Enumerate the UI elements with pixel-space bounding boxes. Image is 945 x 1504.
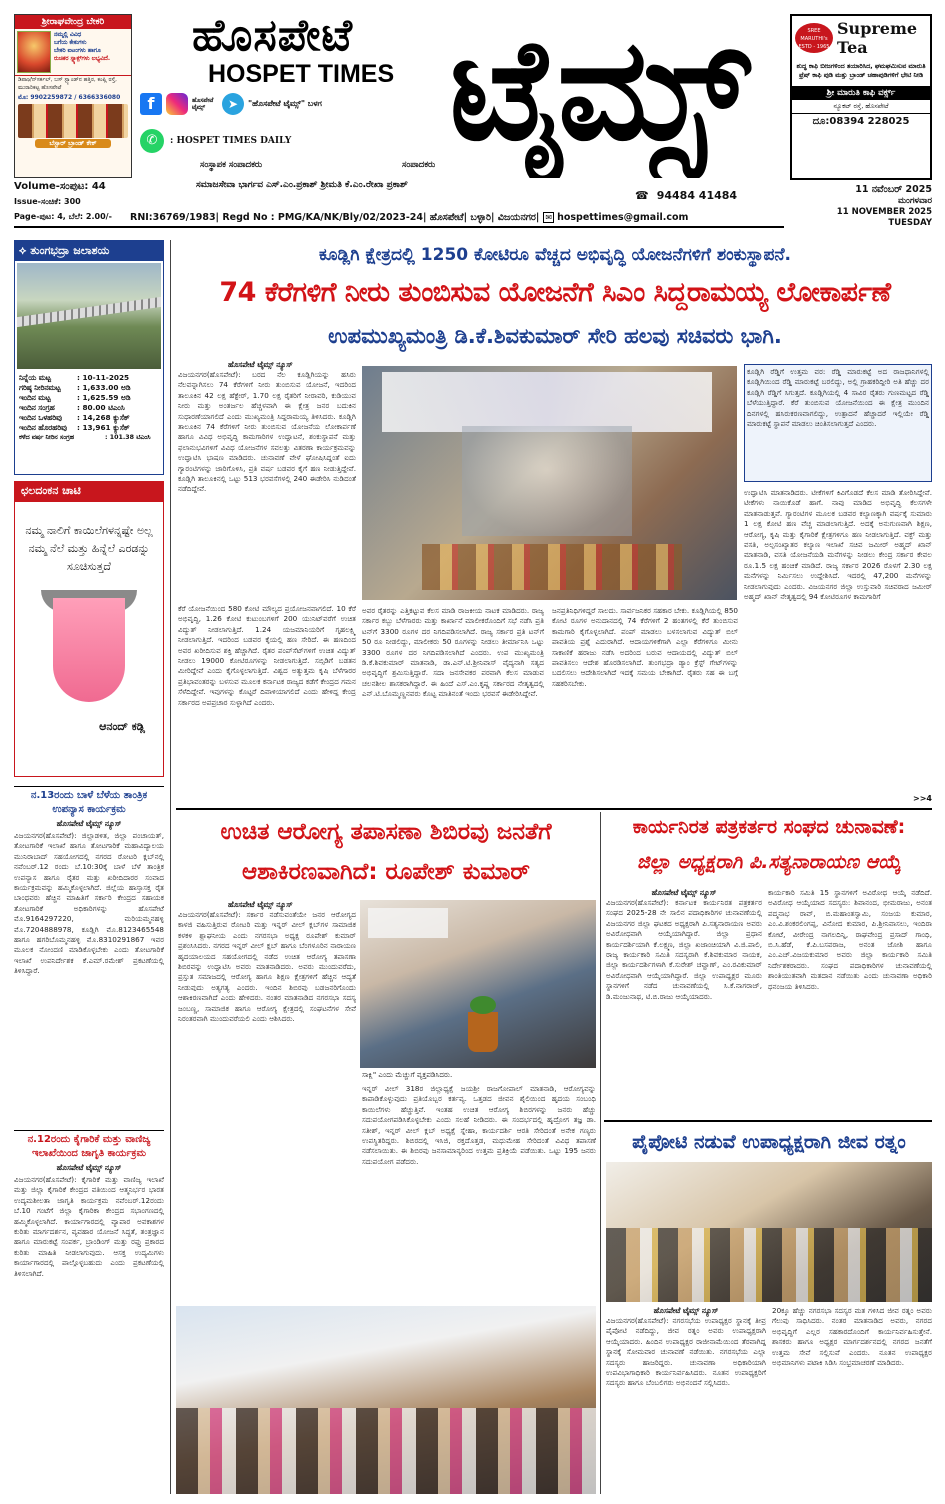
left-story-industry bbox=[14, 1130, 164, 1494]
union-headline-2: ಜಿಲ್ಲಾ ಅಧ್ಯಕ್ಷರಾಗಿ ಪಿ.ಸತ್ಯನಾರಾಯಣ ಆಯ್ಕೆ bbox=[636, 851, 902, 873]
masthead-big-title: ಟೈಮ್ಸ್ bbox=[449, 8, 746, 172]
lead-headline: 74 ಕೆರೆಗಳಿಗೆ ನೀರು ತುಂಬಿಸುವ ಯೋಜನೆಗೆ ಸಿಎಂ ಸಿದ್ದರಾಮಯ್ಯ ಲೋಕಾರ್ಪಣೆ bbox=[219, 277, 891, 308]
lead-column-4 bbox=[552, 606, 738, 806]
industry-body: ವಿಜಯನಗರ(ಹೊಸಪೇಟೆ): ಕೈಗಾರಿಕೆ ಮತ್ತು ವಾಣಿಜ್ಯ ಇಲಾಖೆ ಮತ್ತು ಜಿಲ್ಲಾ ಕೈಗಾರಿಕೆ ಕೇಂದ್ರದ ವತಿಯಿಂದ ಆತ್ಮನಿರ್ಭರ ಭಾರತ ಉದ್ಯಮಶೀಲತಾ ಜಾಗೃತಿ ಕಾರ್ಯಕ್ರಮ ನವೆಂಬರ್.12ರಂದು ಬೆ.10 ಗಂಟೆಗೆ ಜಿಲ್ಲಾ ಕೈಗಾರಿಕಾ ಕೇಂದ್ರದ ಸಭಾಂಗಣದಲ್ಲಿ ಹಮ್ಮಿಕೊಳ್ಳಲಾಗಿದೆ. ಕಾರ್ಯಾಗಾರದಲ್ಲಿ ವ್ಯಾಪಾರ ಅವಕಾಶಗಳ ಕುರಿತು ಮಾರ್ಗದರ್ಶನ, ವ್ಯವಹಾರ ಯೋಜನೆ ಸಿದ್ಧತೆ, ತಂತ್ರಜ್ಞಾನ ಹಾಗೂ ಮಾರುಕಟ್ಟೆ ಸಂಪರ್ಕ, ಬ್ರಾಂಡಿಂಗ್ ಮತ್ತು ರಫ್ತು ಪ್ರಕಾರದ ಕುರಿತು ಮಾಹಿತಿ ನೀಡಲಾಗುವುದು. ಆಸಕ್ತ ಉದ್ಯಮಿಗಳು ಕಾರ್ಯಾಗಾರದಲ್ಲಿ ಪಾಲ್ಗೊಳ್ಳಬಹುದು ಎಂದು ಪ್ರಕಟಣೆಯಲ್ಲಿ ತಿಳಿಸಲಾಗಿದೆ. bbox=[14, 1175, 164, 1278]
masthead-english-name: HOSPET TIMES bbox=[208, 60, 395, 88]
side-story-text: ಉದ್ಘಾಟಿಸಿ ಮಾತನಾಡಿದರು. ಟೀಕೆಗಳಿಗೆ ಕಿವಿಗೊಡದೆ ಕೆಲಸ ಮಾಡಿ ತೋರಿಸಿದ್ದೇವೆ. ಟೀಕೆಗಳು ನಾಯಿಕೊಡೆ ಹಾಗೆ. ನಾವು ಮಾಡಿದ ಅಭಿವೃದ್ಧಿ ಕೆಲಸಗಳೇ ಮಾತನಾಡುತ್ತವೆ. ಗ್ಯಾರಂಟಿಗಳ ಮೂಲಕ ಬಡವರ ಕಲ್ಯಾಣಕ್ಕಾಗಿ ವರ್ಷಕ್ಕೆ ಸುಮಾರು 1 ಲಕ್ಷ ಕೋಟಿ ಹಣ ವೆಚ್ಚ ಮಾಡಲಾಗುತ್ತಿದೆ. ಅದಕ್ಕೆ ಅನುಗುಣವಾಗಿ ಶಿಕ್ಷಣ, ಆರೋಗ್ಯ, ಕೃಷಿ ಮತ್ತು ಕೈಗಾರಿಕೆ ಕ್ಷೇತ್ರಗಳಿಗೂ ಹಣ ನೀಡಲಾಗುತ್ತಿದೆ. ವಕ್ಫ್ ಮತ್ತು ವಸತಿ, ಅಲ್ಪಸಂಖ್ಯಾತರ ಕಲ್ಯಾಣ ಇಲಾಖೆ ಸಚಿವ ಜಮೀರ್ ಅಹ್ಮದ್ ಖಾನ್ ಮಾತನಾಡಿ, ವಸತಿ ಯೋಜನೆಯಡಿ ಮನೆಗಳನ್ನು ನೀಡಲು ಕೇಂದ್ರ ಸರ್ಕಾರ ಕೇವಲ ರೂ.1.5 ಲಕ್ಷ ಹಂಚಿಕೆ ಮಾಡಿದೆ. ರಾಜ್ಯ ಸರ್ಕಾರ 2026 ರೊಳಗೆ 2.30 ಲಕ್ಷ ಮನೆಗಳನ್ನು ನಿರ್ಮಿಸಲು ಉದ್ದೇಶಿಸಿದೆ. ಇದರಲ್ಲಿ 47,200 ಮನೆಗಳನ್ನು ನೀಡಲಾಗುವುದು ಎಂದರು. ವಿಜಯನಗರ ಜಿಲ್ಲಾ ಉಸ್ತುವಾರಿ ಸಚಿವರಾದ ಜಮೀರ್ ಅಹ್ಮದ್ ಖಾನ್ ನೇತೃತ್ವದಲ್ಲಿ 94 ಕೋಟಿರೂಗಳ ಕಾಮಗಾರಿಗೆ bbox=[744, 488, 932, 602]
tea-title: Supreme Tea bbox=[837, 19, 918, 57]
dam-title: ⟡ ತುಂಗಭದ್ರಾ ಜಲಾಶಯ bbox=[15, 241, 163, 261]
date-block bbox=[790, 184, 932, 240]
vice-byline: ಹೊಸಪೇಟೆ ಟೈಮ್ಸ್ ನ್ಯೂಸ್ bbox=[653, 1306, 719, 1315]
reg-top-rule bbox=[14, 226, 784, 228]
left-column-rule bbox=[170, 240, 171, 1494]
side-story-boxed: ಕೂಡ್ಲಿಗಿ ರೆಡ್ಡಿಗೆ ಉತ್ತಮ ವರ: ರೆಡ್ಡಿ ಮಾರುಕಟ್ಟೆ ಅದ ರಾಜಧಾನಿಗಳಲ್ಲಿ ಕೂಡ್ಲಿಗಿಯಿಂದ ರೆಡ್ಡಿ ಮಾರುಕಟ್ಟೆ ಬರಲಿದ್ದು, ಅಲ್ಲಿ ಗ್ರಾಹಕರಿದ್ದೀರಿ ಅತಿ ಹೆಚ್ಚು ದರ ಕೂಡ್ಲಿಗಿ ರೆಡ್ಡಿಗೆ ಸಿಗುತ್ತದೆ. ಕೂಡ್ಲಿಗಿಯಲ್ಲಿ 4 ಸಾವಿರ ರೈತರು ಗುಣಮಟ್ಟದ ರೆಡ್ಡಿ ಬೆಳೆಯುತ್ತಿದ್ದಾರೆ. ಕೆರೆ ತುಂಬಿಸುವ ಯೋಜನೆಯಿಂದ ಈ ಕ್ಷೇತ್ರ ಮುಂದಿನ ದಿನಗಳಲ್ಲಿ ಹಸಿರುಕರಣವಾಗಲಿದ್ದು, ಉತ್ಪಾದನೆ ಹೆಚ್ಚಾದರೆ ಇಲ್ಲಿಯೇ ರೆಡ್ಡಿ ಮಾರುಕಟ್ಟೆ ಸ್ಥಾಪನೆ ಮಾಡಲು ಚಿಂತಿಸಲಾಗುತ್ತದೆ ಎಂದರು. bbox=[744, 364, 932, 482]
vice-column-2 bbox=[772, 1306, 932, 1494]
puzzle-panel bbox=[14, 481, 164, 777]
tap-icon: ⟡ bbox=[19, 244, 27, 257]
lead-col1-text: ವಿಜಯನಗರ(ಹೊಸಪೇಟೆ): ಬರದ ನೆಲ ಕೂಡ್ಲಿಗಿಯನ್ನು ಹಸಿರು ನೆಲವನ್ನಾಗಿಸಲು 74 ಕೆರೆಗಳಿಗೆ ನೀರು ತುಂಬಿಸುವ ಯೋಜನೆ, ಇದರಿಂದ ತಾಲೂಕಿನ 42 ಲಕ್ಷ ಹೆಕ್ಟೇರ್, 1.70 ಲಕ್ಷ ರೈತರಿಗೆ ನೀರಾವರಿ, ಕುಡಿಯುವ ನೀರು ಮತ್ತು ಅಂತರ್ಜಲ ಹೆಚ್ಚಳವಾಗಿ ಈ ಕ್ಷೇತ್ರ ಜನರ ಬದುಕಿನ ಸುಧಾರಣೆಯಾಗಲಿದೆ ಎಂದು ಮುಖ್ಯಮಂತ್ರಿ ಸಿದ್ದರಾಮಯ್ಯ ತಿಳಿಸಿದರು. ಕೂಡ್ಲಿಗಿ ತಾಲೂಕಿನ 74 ಕೆರೆಗಳಿಗೆ ನೀರು ತುಂಬಿಸುವ ಯೋಜನೆಯ ಲೋಕಾರ್ಪಣೆ ಹಾಗೂ ವಿವಿಧ ಅಭಿವೃದ್ಧಿ ಕಾಮಗಾರಿಗಳ ಉದ್ಘಾಟನೆ, ಶಂಕುಸ್ಥಾಪನೆ ಮತ್ತು ಫಲಾನುಭವಿಗಳಿಗೆ ವಿವಿಧ ಯೋಜನೆಗಳ ಸವಲತ್ತು ವಿತರಣಾ ಕಾರ್ಯಕ್ರಮವನ್ನು ಉದ್ಘಾಟಿಸಿ ಭಾಷಣ ಮಾಡಿದರು. ಚುನಾವಣೆ ವೇಳೆ ಘೋಷಿಸಿದ್ದಂತೆ ಐದು ಗ್ಯಾರಂಟಿಗಳನ್ನು ಜಾರಿಗೊಳಿಸಿ, ಪ್ರತಿ ವರ್ಷ ಬಡವರ ಕೈಗೆ ಹಣ ನೀಡುತ್ತಿದ್ದೇವೆ. ಕೂಡ್ಲಿಗಿ ತಾಲೂಕಿನಲ್ಲಿ ಒಟ್ಟು 513 ಭರವಸೆಗಳಲ್ಲಿ 240 ಈಡೇರಿಸಿ ನುಡಿದಂತೆ ನಡೆದಿದ್ದೇವೆ. bbox=[178, 370, 356, 494]
banana-body: ವಿಜಯನಗರ(ಹೊಸಪೇಟೆ): ಜಿಲ್ಲಾಡಳಿತ, ಜಿಲ್ಲಾ ಪಂಚಾಯತ್, ತೋಟಗಾರಿಕೆ ಇಲಾಖೆ ಹಾಗೂ ತೋಟಗಾರಿಕೆ ಮಹಾವಿದ್ಯಾಲಯ ಮುನಿರಾಬಾದ್ ಸಹಯೋಗದಲ್ಲಿ ನಗರದ ರೋಟರಿ ಕ್ಲಬ್‌ನಲ್ಲಿ ನವೆಂಬರ್.12 ರಂದು ಬೆ.10:30ಕ್ಕೆ ಬಾಳೆ ಬೆಳೆ ತಾಂತ್ರಿಕ ಉಪನ್ಯಾಸ ಹಾಗೂ ರೈತರ ಮತ್ತು ಖರೀದಿದಾರರ ಸಂವಾದ ಕಾರ್ಯಕ್ರಮವನ್ನು ಹಮ್ಮಿಕೊಳ್ಳಲಾಗಿದೆ. ಜಿಲ್ಲೆಯ ಹಾಸ್ತಾಸಕ್ತ ರೈತ ಬಾಂಧವರು ಹೆಚ್ಚಿನ ಮಾಹಿತಿಗೆ ಸರ್ಕಾರಿ ಕೇಂದ್ರದ ಸಹಾಯಕ ತೋಟಗಾರಿಕೆ ಅಧಿಕಾರಿಗಳನ್ನು ಹೊಸಪೇಟೆ ಮೊ.9164297220, ಮರಿಯಮ್ಮನಹಳ್ಳಿ ಮೊ.7204888978, ಕೂಡ್ಲಿಗಿ ಮೊ.8123465548 ಹಾಗೂ ಹಗರಿಬೊಮ್ಮನಹಳ್ಳಿ ಮೊ.8310291867 ಇವರ ಮೂಲಕ ನೋಂದಣಿ ಮಾಡಿಕೊಳ್ಳಬೇಕು ಎಂದು ತೋಟಗಾರಿಕೆ ಇಲಾಖೆ ಉಪನಿರ್ದೇಶಕ ಕೆ.ಎಮ್.ರಮೇಶ್ ಪ್ರಕಟಣೆಯಲ್ಲಿ ತಿಳಿಸಿದ್ದಾರೆ. bbox=[14, 831, 164, 976]
bakery-line-2: ಬಗೆಯ ಕೇಕುಗಳು bbox=[54, 40, 87, 46]
puzzle-text: ನಮ್ಮ ನಾಲಿಗೆ ಕಾಯಿಲೆಗಳನ್ನಷ್ಟೇ ಅಲ್ಲ ನಮ್ಮ ನೆಲೆ ಮತ್ತು ಹಿನ್ನೆಲೆ ಎರಡನ್ನು ಸೂಚಿಸುತ್ತದೆ bbox=[25, 524, 153, 573]
date-english: 11 NOVEMBER 2025 bbox=[836, 207, 932, 217]
volume-label: Volume-ಸಂಪುಟ: 44 bbox=[14, 181, 106, 192]
vice-headline: ಪೈಪೋಟಿ ನಡುವೆ ಉಪಾಧ್ಯಕ್ಷರಾಗಿ ಜೀವ ರತ್ನಂ bbox=[632, 1131, 906, 1153]
puzzle-title: ಛಲದಂಕನ ಚಾಟಿ bbox=[15, 482, 163, 502]
tea-shop: ಶ್ರೀ ಮಾರುತಿ ಕಾಫಿ ವರ್ಕ್ಸ್ bbox=[792, 86, 930, 100]
lead-subhead: ಉಪಮುಖ್ಯಮಂತ್ರಿ ಡಿ.ಕೆ.ಶಿವಕುಮಾರ್ ಸೇರಿ ಹಲವು ಸಚಿವರು ಭಾಗಿ. bbox=[328, 324, 782, 348]
health-crowd-photo bbox=[176, 1306, 596, 1494]
health-headline: ಉಚಿತ ಆರೋಗ್ಯ ತಪಾಸಣಾ ಶಿಬಿರವು ಜನತೆಗೆ ಆಶಾಕಿರಣವಾಗಿದೆ: ರೂಪೇಶ್ ಕುಮಾರ್ bbox=[220, 819, 552, 885]
lead-kicker: ಕೂಡ್ಲಿಗಿ ಕ್ಷೇತ್ರದಲ್ಲಿ 1250 ಕೋಟಿರೂ ವೆಚ್ಚದ ಅಭಿವೃದ್ಧಿ ಯೋಜನೆಗಳಿಗೆ ಶಂಕುಸ್ಥಾಪನೆ. bbox=[319, 245, 791, 265]
bakery-phone: ಮೊ: 9902259872 / 6366336080 bbox=[18, 94, 121, 101]
left-story-banana bbox=[14, 786, 164, 1126]
founder-label: ಸಂಸ್ಥಾಪಕ ಸಂಪಾದಕರು bbox=[200, 160, 263, 170]
lead-column-3 bbox=[362, 606, 544, 806]
bakery-brand: ಬೆಸ್ಟಾರ್ ಬ್ರಾಂಡ್ ಕೇಕ್ bbox=[35, 139, 111, 148]
tea-address: ನ್ಯೂಕಟ್ ರಸ್ತೆ, ಹೊಸಪೇಟೆ bbox=[833, 102, 889, 110]
day-english: TUESDAY bbox=[888, 218, 932, 228]
vice-photo bbox=[606, 1162, 932, 1302]
health-col2-text: ಇನ್ನರ್ ವೀಲ್ 318ರ ಜಿಲ್ಲಾಧ್ಯಕ್ಷೆ ಜಯಶ್ರೀ ರಾಜಗೋಪಾಲ್ ಮಾತನಾಡಿ, ಆರೋಗ್ಯವನ್ನು ಕಾಪಾಡಿಕೊಳ್ಳುವುದು ಪ್ರತಿಯೊಬ್ಬರ ಕರ್ತವ್ಯ. ಒತ್ತಡದ ಜೀವನ ಶೈಲಿಯಿಂದ ಹೃದಯ ಸಂಬಂಧಿ ಕಾಯಿಲೆಗಳು ಹೆಚ್ಚುತ್ತಿವೆ. ಇಂತಹ ಉಚಿತ ಆರೋಗ್ಯ ಶಿಬಿರಗಳನ್ನು ಜನರು ಹೆಚ್ಚು ಸದುಪಯೋಗಪಡಿಸಿಕೊಳ್ಳಬೇಕು ಎಂದು ಸಲಹೆ ನೀಡಿದರು. ಈ ಸಂದರ್ಭದಲ್ಲಿ ಹೃದ್ರೋಗ ತಜ್ಞ ಡಾ. ಸತೀಶ್, ಇನ್ನರ್ ವೀಲ್ ಕ್ಲಬ್ ಅಧ್ಯಕ್ಷೆ ಸ್ನೇಹಾ, ಕಾರ್ಯದರ್ಶಿ ಆರತಿ ಸೇರಿದಂತೆ ಅನೇಕ ಗಣ್ಯರು ಉಪಸ್ಥಿತರಿದ್ದರು. ಶಿಬಿರದಲ್ಲಿ ಇಸಿಜಿ, ರಕ್ತದೊತ್ತಡ, ಮಧುಮೇಹ ಸೇರಿದಂತೆ ವಿವಿಧ ತಪಾಸಣೆ ನಡೆಸಲಾಯಿತು. ಈ ಶಿಬಿರವು ಜನಸಾಮಾನ್ಯರಿಂದ ಉತ್ತಮ ಪ್ರತಿಕ್ರಿಯೆ ಪಡೆಯಿತು. ಒಟ್ಟು 195 ಜನರು ಸದುಪಯೋಗ ಪಡೆದರು. bbox=[362, 1084, 596, 1166]
lead-col3-text: ಅವರ ರೈತರನ್ನು ಎತ್ತಿಕಟ್ಟುವ ಕೆಲಸ ಮಾಡಿ ರಾಜಕೀಯ ನಾಟಕ ಮಾಡಿದರು. ರಾಜ್ಯ ಸರ್ಕಾರ ಕಬ್ಬು ಬೆಳೆಗಾರರು ಮತ್ತು ಕಾರ್ಖಾನೆ ಮಾಲೀಕರೊಂದಿಗೆ ಸಭೆ ನಡೆಸಿ ಪ್ರತಿ ಟನ್‌ಗೆ 3300 ರೂಗಳ ದರ ನಿಗದಿಪಡಿಸಲಾಗಿದೆ. ರಾಜ್ಯ ಸರ್ಕಾರ ಪ್ರತಿ ಟನ್‌ಗೆ 50 ರೂ ನೀಡಲಿದ್ದು, ಮಾಲೀಕರು 50 ರೂಗಳನ್ನು ನೀಡಲು ತೀರ್ಮಾನಿಸಿ ಒಟ್ಟು 3300 ರೂಗಳ ದರ ನಿಗದಿಪಡಿಸಲಾಗಿದೆ ಎಂದರು. ಉಪ ಮುಖ್ಯಮಂತ್ರಿ ಡಿ.ಕೆ.ಶಿವಕುಮಾರ್ ಮಾತನಾಡಿ, ಡಾ.ಎನ್.ಟಿ.ಶ್ರೀನಿವಾಸ್ ವೈದ್ಯನಾಗಿ ಸತ್ಯದ ಅಭಿವೃದ್ಧಿಗೆ ಶ್ರಮಿಸುತ್ತಿದ್ದಾರೆ. ಸದಾ ಜನಸೇವಕರ ಪರವಾಗಿ ಕೆಲಸ ಮಾಡುವ ಚಲನಶೀಲ ಶಾಸಕರಾಗಿದ್ದಾರೆ. ಈ ಹಿಂದೆ ಎಸ್.ಎಂ.ಕೃಷ್ಣ ಸರ್ಕಾರದ ನೇತೃತ್ವದಲ್ಲಿ ಎನ್.ಟಿ.ಬೊಮ್ಮಣ್ಣನವರು ಕೊಟ್ಟ ಮಾತಿನಂತೆ ಇಂದು ಭರವಸೆ ಈಡೇರಿಸಿದ್ದೇವೆ. bbox=[362, 606, 544, 699]
deity-image bbox=[17, 31, 51, 73]
bakery-line-4: ರುಚಿಕರ ಸ್ನ್ಯಾಕ್ಸ್‌ಗಳು ಲಭ್ಯವಿದೆ. bbox=[54, 56, 111, 62]
whatsapp-label: : HOSPET TIMES DAILY bbox=[170, 136, 292, 146]
bakery-line-1: ನಮ್ಮಲ್ಲಿ ವಿವಿಧ bbox=[54, 32, 82, 38]
bakery-line-3: ಬೇಕರಿ ಐಟಂಗಳು ಹಾಗೂ bbox=[54, 48, 101, 54]
center-vertical-rule bbox=[600, 812, 601, 1494]
lead-column-1 bbox=[178, 360, 356, 805]
dam-row: ಇಂದಿನ ಸಂಗ್ರಹ : 80.00 ಟಿಎಂಸಿ bbox=[19, 403, 125, 412]
industry-byline: ಹೊಸಪೇಟೆ ಟೈಮ್ಸ್ ನ್ಯೂಸ್ bbox=[56, 1163, 122, 1172]
union-column-2 bbox=[768, 888, 932, 1118]
reg-line bbox=[14, 209, 794, 225]
lead-byline: ಹೊಸಪೇಟೆ ಟೈಮ್ಸ್ ನ್ಯೂಸ್ bbox=[228, 360, 293, 369]
dam-row: ನಿನ್ನೆಯ ಮಟ್ಟ : 10-11-2025 bbox=[19, 373, 130, 382]
tea-est: ESTD - 1965 bbox=[798, 44, 830, 50]
lead-col4-text: ಜನಪ್ರತಿನಿಧಿಗಳಿದ್ದರೆ ಸಾಲದು. ಸಾರ್ವಜನಿಕರ ಸಹಕಾರ ಬೇಕು. ಕೂಡ್ಲಿಗಿಯಲ್ಲಿ 850 ಕೋಟಿ ರೂಗಳ ಅನುದಾನದಲ್ಲಿ 74 ಕೆರೆಗಳಿಗೆ 2 ಹಂತಗಳಲ್ಲಿ ಕೆರೆ ತುಂಬಿಸುವ ಕಾಮಗಾರಿ ಕೈಗೊಳ್ಳಲಾಗಿದೆ. ಪಂಪ್ ಮಾಡಲು ಬಳಸಲಾಗುವ ವಿದ್ಯುತ್ ಬಿಲ್ ಪಾವತಿಯ ಪ್ರಶ್ನೆ ಎದುರಾಗಿದೆ. ಆದಾಯಗಳಿಕೆಗಾಗಿ ಎಲ್ಲಾ ಕೆರೆಗಳಿಗೂ ಮೀನು ಸಾಕಾಣಿಕೆ ಹರಾಜು ನಡೆಸಿ ಅದರಿಂದ ಬರುವ ಆದಾಯದಲ್ಲಿ ವಿದ್ಯುತ್ ಬಿಲ್ ಪಾವತಿಸಲು ಆದೇಶ ಹೊರಡಿಸಲಾಗಿದೆ. ತುಂಗಭದ್ರಾ ಡ್ಯಾಂ ಕ್ರೆಸ್ಟ್ ಗೇಟ್‌ಗಳನ್ನು ಬದಲಿಸಲು ಆದೇಶಿಸಲಾಗಿದೆ ಇದಕ್ಕೆ ಸಮಯ ಬೇಕಾಗಿದೆ. ರೈತರು ಸಹ ಈ ಬಗ್ಗೆ ಸಹಕರಿಸಬೇಕು. bbox=[552, 606, 738, 688]
bakery-ad-title: ಶ್ರೀರಾಘವೇಂದ್ರ ಬೇಕರಿ bbox=[15, 15, 131, 29]
editor-label: ಸಂಪಾದಕರು bbox=[402, 160, 436, 170]
phone-number: 94484 41484 bbox=[656, 189, 738, 202]
mail-icon: ✉ bbox=[545, 212, 553, 222]
telegram-icon[interactable]: ➤ bbox=[222, 93, 244, 115]
people-line: ಸಮಾಜಸೇವಾ ಭಾರ್ಗವ ಎಸ್.ಎಂ.ಪ್ರಕಾಶ್ ಶ್ರೀಮತಿ ಕೆ.ಎಂ.ರೇಖಾ ಪ್ರಕಾಶ್ bbox=[196, 180, 408, 190]
social-row bbox=[140, 90, 410, 118]
dam-row: ಇಂದಿನ ಮಟ್ಟ : 1,625.59 ಅಡಿ bbox=[19, 393, 131, 402]
phone-block bbox=[635, 189, 775, 203]
date-kannada: 11 ನವೆಂಬರ್ 2025 bbox=[855, 184, 932, 195]
tea-small: SREE MARUTHI's bbox=[800, 28, 828, 42]
lead-bottom-rule bbox=[176, 808, 932, 810]
whatsapp-icon[interactable]: ✆ bbox=[140, 129, 164, 153]
union-column-1 bbox=[606, 888, 762, 1118]
whatsapp-row bbox=[140, 128, 400, 154]
dam-photo bbox=[17, 263, 161, 369]
bakery-ad bbox=[14, 14, 132, 178]
banana-byline: ಹೊಸಪೇಟೆ ಟೈಮ್ಸ್ ನ್ಯೂಸ್ bbox=[56, 819, 122, 828]
vice-column-1 bbox=[606, 1306, 766, 1494]
dam-row: ಇಂದಿನ ಹೊರಹರಿವು : 13,961 ಕ್ಯುಸೆಕ್ bbox=[19, 423, 130, 432]
lead-photo bbox=[362, 366, 737, 600]
health-caption: ಸಾಕ್ಷಿ" ಎಂದು ಮೆಚ್ಚುಗೆ ವ್ಯಕ್ತಪಡಿಸಿದರು. bbox=[362, 1070, 453, 1079]
lead-col2-text: ಕೆರೆ ಯೋಜನೆಯಿಂದ 580 ಕೋಟಿ ಮೌಲ್ಯದ ಪ್ರಯೋಜನವಾಗಲಿದೆ. 10 ಕೆರೆ ಅಭಿವೃದ್ಧಿ, 1.26 ಕೋಟಿ ಕುಟುಂಬಗಳಿಗೆ 200 ಯುನಿಟ್‌ವರೆಗೆ ಉಚಿತ ವಿದ್ಯುತ್ ನೀಡಲಾಗುತ್ತಿದೆ. 1.24 ಯಜಮಾನಿಯರಿಗೆ ಗೃಹಲಕ್ಷ್ಮಿ ನೀಡಲಾಗುತ್ತಿದೆ. ಇದರಿಂದ ಬಡವರ ಕೈಯಲ್ಲಿ ಹಣ ಸೇರಿದೆ. ಈ ಹಣದಿಂದ ಅವರ ಖರೀದಿಸುವ ಶಕ್ತಿ ಹೆಚ್ಚಾಗಿದೆ. ರೈತರ ಪಂಪ್‌ಸೆಟ್‌ಗಳಿಗೆ ಉಚಿತ ವಿದ್ಯುತ್ ನೀಡಲು 19000 ಕೋಟಿರೂಗಳನ್ನು ನೀಡಲಾಗುತ್ತಿದೆ. ಸಬ್ಸಿಡಿಗೆ ಬಡತನ ಮೀರಿದ್ದೇವೆ ಎಂದು ಕೈಗೊಳ್ಳಲಾಗುತ್ತಿದೆ. ವಿಶ್ವದ ಅತ್ಯುತ್ತಮ ಕೃಷಿ ಬೆಳೆಗಾರರ ಪ್ರತಿಭಾವಂತರನ್ನು ಬಳಸುವ ಮೂಲಕ ಕರ್ನಾಟಕ ರಾಜ್ಯದ ಕಡೆಗೆ ಕೇಂದ್ರದ ಗಮನ ಸೆಳೆದಿದ್ದೇವೆ. ಇವುಗಳನ್ನು ಕೊಟ್ಟರೆ ದಿವಾಳಿಯಾಗಲಿದೆ ಎಂದು ಹೇಳಿದ್ದ ಕೇಂದ್ರ ಸರ್ಕಾರದ ಅಪಪ್ರಚಾರ ಸುಳ್ಳಾಗಿದೆ ಎಂದರು. bbox=[178, 604, 356, 707]
cake-image bbox=[18, 104, 128, 138]
email-link[interactable]: hospettimes@gmail.com bbox=[557, 211, 689, 223]
phone-icon: ☎ bbox=[635, 189, 649, 202]
issue-label: Issue-ಸಂಚಿಕೆ: 300 bbox=[14, 197, 81, 206]
dam-row: ಗರಿಷ್ಠ ನೀರಿನಮಟ್ಟ : 1,633.00 ಅಡಿ bbox=[19, 383, 131, 392]
union-headline-1: ಕಾರ್ಯನಿರತ ಪತ್ರಕರ್ತರ ಸಂಘದ ಚುನಾವಣೆ: bbox=[632, 816, 906, 838]
dam-row: ಇಂದಿನ ಒಳಹರಿವು : 14,268 ಕ್ಯುಸೆಕ್ bbox=[19, 413, 130, 422]
bakery-address: ಡಿಪಾಜ಼ಿನ್‌ಸರ್ಕಲ್, ಬಸ್ ಸ್ಟ್ಯಾಂಡ್‌ನ ಹತ್ತಿರ, ಕಂಪ್ಲಿ ರಸ್ತೆ, ಮುರಾರಿಕಟ್ಟ ಹೊಸಪೇಟೆ bbox=[15, 75, 131, 93]
side-story-more[interactable]: >>4 bbox=[913, 794, 932, 803]
facebook-label: ಹೊಸಪೇಟೆ ಟೈಮ್ಸ್ bbox=[192, 97, 214, 111]
health-col1-text: ವಿಜಯನಗರ(ಹೊಸಪೇಟೆ): ಸರ್ಕಾರ ನಡೆಸುವಂತೆಯೇ ಜನರ ಆರೋಗ್ಯದ ಕಾಳಜಿ ವಹಿಸುತ್ತಿರುವ ರೋಟರಿ ಮತ್ತು ಇನ್ನರ್ ವೀಲ್ ಕ್ಲಬ್‌ಗಳ ಸಾಮಾಜಿಕ ಕಳಕಳಿ ಶ್ಲಾಘನೀಯ ಎಂದು ನಗರಸಭಾ ಅಧ್ಯಕ್ಷ ರೂಪೇಶ್ ಕುಮಾರ್ ಪ್ರಶಂಸಿಸಿದರು. ನಗರದ ಇನ್ನರ್ ವೀಲ್ ಕ್ಲಬ್ ಹಾಗೂ ಬೆಂಗಳೂರಿನ ನಾರಾಯಣ ಹೃದಯಾಲಯದ ಸಹಯೋಗದಲ್ಲಿ ನಡೆದ ಉಚಿತ ಆರೋಗ್ಯ ತಪಾಸಣಾ ಶಿಬಿರವನ್ನು ಉದ್ಘಾಟಿಸಿ ಅವರು ಮಾತನಾಡಿದರು. ಅವರು ಮುಂದುವರೆದು, ಪ್ರಸ್ತುತ ಸಮಾಜದಲ್ಲಿ ಆರೋಗ್ಯ ಹಾಗೂ ಶಿಕ್ಷಣ ಕ್ಷೇತ್ರಗಳಿಗೆ ಹೆಚ್ಚಿನ ಆದ್ಯತೆ ನೀಡುವುದು ಅತ್ಯಗತ್ಯ ಎಂದರು. ಇಂದಿನ ಶಿಬಿರವು ಬಡಜನರಿಗೊಂದು ಆಶಾಕಿರಣವಾಗಿದೆ ಎಂದು ಹೇಳಿದರು. ನಂತರ ಮಾತನಾಡಿದ ನಗರಸಭಾ ಸದಸ್ಯ ಜಂಬಣ್ಣ, ಸಾಮಾಜಿಕ ಹಾಗೂ ಆರೋಗ್ಯ ಕ್ಷೇತ್ರದಲ್ಲಿ ಸಂಘಟನೆಗಳ ಸೇವೆ ನಿರಂತರವಾಗಿ ಮುಂದುವರೆಯಲಿ ಎಂದು ಆಶಿಸಿದರು. bbox=[178, 910, 356, 1024]
vice-col1-text: ವಿಜಯನಗರ(ಹೊಸಪೇಟೆ): ನಗರಸಭೆಯ ಉಪಾಧ್ಯಕ್ಷರ ಸ್ಥಾನಕ್ಕೆ ತೀವ್ರ ಪೈಪೋಟಿ ನಡೆದಿದ್ದು, ಜೀವ ರತ್ನಂ ಅವರು ಉಪಾಧ್ಯಕ್ಷರಾಗಿ ಆಯ್ಕೆಯಾದರು. ಹಿಂದಿನ ಉಪಾಧ್ಯಕ್ಷರ ರಾಜೀನಾಮೆಯಿಂದ ತೆರವಾಗಿದ್ದ ಸ್ಥಾನಕ್ಕೆ ಸೋಮವಾರ ಚುನಾವಣೆ ನಡೆಯಿತು. ನಗರಸಭೆಯ ಎಲ್ಲಾ ಸದಸ್ಯರು ಹಾಜರಿದ್ದರು. ಚುನಾವಣಾ ಅಧಿಕಾರಿಯಾಗಿ ಉಪವಿಭಾಗಾಧಿಕಾರಿ ಕಾರ್ಯನಿರ್ವಹಿಸಿದರು. ನೂತನ ಉಪಾಧ್ಯಕ್ಷರಿಗೆ ಸದಸ್ಯರು ಹಾಗೂ ಬೆಂಬಲಿಗರು ಅಭಿನಂದನೆ ಸಲ್ಲಿಸಿದರು. bbox=[606, 1316, 766, 1388]
pages-label: Page-ಪುಟ: 4, ಬೆಲೆ: 2.00/- bbox=[14, 212, 112, 221]
tea-logo-icon bbox=[795, 23, 833, 53]
banana-headline: ನ.13ರಂದು ಬಾಳೆ ಬೆಳೆಯ ತಾಂತ್ರಿಕ ಉಪನ್ಯಾಸ ಕಾರ್ಯಕ್ರಮ bbox=[30, 790, 148, 815]
tea-phone: ದೂ:08394 228025 bbox=[792, 113, 930, 127]
registration-info: RNI:36769/1983| Regd No : PMG/KA/NK/Bly/02/2023-24| ಹೊಸಪೇಟೆ| ಬಳ್ಳಾರಿ| ವಿಜಯನಗರ| bbox=[130, 211, 540, 223]
union-col2-text: ಕಾರ್ಯಕಾರಿ ಸಮಿತಿ 15 ಸ್ಥಾನಗಳಿಗೆ ಅವಿರೋಧ ಆಯ್ಕೆ ನಡೆದಿದೆ. ಅವಿರೋಧ ಆಯ್ಕೆಯಾದ ಸದಸ್ಯರು: ಶಿವಾನಂದ, ಭೀಮರಾಜು, ಅನಂತ ಪದ್ಮನಾಭ ರಾವ್, ಬಿ.ಮಹಾಂತಸ್ವಾಮಿ, ಸಂಜಯ ಕುಮಾರ, ಎಂ.ವಿ.ಶಂಕರಲಿಂಗಪ್ಪ, ವಿನೋದ ಕುಮಾರ, ಪಿ.ಶ್ರೀನಿವಾಸಲು, ಇಂದಿರಾ ಕೋಟೆ, ವೀರೇಂದ್ರ ನಾಗಲದಿನ್ನಿ, ರಾಘವೇಂದ್ರ ಪ್ರಸಾದ್ ಗಾಂಧಿ, ಬಿ.ಸಿ.ಹೆಡೆ, ಕೆ.ಪಿ.ಬಸವರಾಜ, ಅನಂತ ಜೋಶಿ ಹಾಗೂ ಎಂ.ಎಚ್.ವಿಜಯಕುಮಾರ ಅವರು ಜಿಲ್ಲಾ ಕಾರ್ಯಕಾರಿ ಸಮಿತಿ ನಿರ್ದೇಶಕರಾದರು. ಸಂಘದ ಪದಾಧಿಕಾರಿಗಳ ಚುನಾವಣೆಯಲ್ಲಿ ಶಾಂತಿಯುತವಾಗಿ ಮತದಾನ ನಡೆಯಿತು ಎಂದು ಚುನಾವಣಾ ಅಧಿಕಾರಿ ಧನಂಜಯ ತಿಳಿಸಿದರು. bbox=[768, 888, 932, 991]
facebook-icon[interactable]: f bbox=[140, 93, 162, 115]
masthead-kannada-name: ಹೊಸಪೇಟೆ bbox=[192, 10, 353, 61]
tongue-icon bbox=[41, 590, 137, 720]
health-byline: ಹೊಸಪೇಟೆ ಟೈಮ್ಸ್ ನ್ಯೂಸ್ bbox=[228, 900, 293, 909]
tea-body: ಶುದ್ಧ ಕಾಫಿ ಬೀಜಗಳಿಂದ ತಯಾರಿಸಿದ, ಘಮಘಮಿಸುವ ಮಾರುತಿ ಫ್ರೆಷ್ ಕಾಫಿ ಪುಡಿ ಮತ್ತು ಬ್ರಾಂಡ್ ಚಹಾಪುಡಿಗಳಿಗೆ ಭೇಟಿ ನೀಡಿ bbox=[796, 62, 926, 79]
health-photo bbox=[360, 900, 596, 1068]
telegram-label: "ಹೊಸಪೇಟೆ ಟೈಮ್ಸ್" ಬಳಗ bbox=[248, 99, 322, 108]
tea-ad bbox=[790, 14, 932, 180]
dam-panel bbox=[14, 240, 164, 475]
dam-stats bbox=[15, 371, 163, 445]
puzzle-author: ಆನಂದ್ ಕಡ್ಲಿ bbox=[99, 720, 145, 733]
vice-col2-text: 20ಕ್ಕೂ ಹೆಚ್ಚು ನಗರಸಭಾ ಸದಸ್ಯರ ಮತ ಗಳಿಸಿದ ಜೀವ ರತ್ನಂ ಅವರು ಗೆಲುವು ಸಾಧಿಸಿದರು. ನಂತರ ಮಾತನಾಡಿದ ಅವರು, ನಗರದ ಅಭಿವೃದ್ಧಿಗೆ ಎಲ್ಲರ ಸಹಕಾರದೊಂದಿಗೆ ಕಾರ್ಯನಿರ್ವಹಿಸುತ್ತೇನೆ. ಶಾಸಕರು ಹಾಗೂ ಅಧ್ಯಕ್ಷರ ಮಾರ್ಗದರ್ಶನದಲ್ಲಿ ನಗರದ ಜನತೆಗೆ ಉತ್ತಮ ಸೇವೆ ಸಲ್ಲಿಸುವೆ ಎಂದರು. ನೂತನ ಉಪಾಧ್ಯಕ್ಷರ ಅಭಿಮಾನಿಗಳು ಪಟಾಕಿ ಸಿಡಿಸಿ ಸಂಭ್ರಮಾಚರಣೆ ಮಾಡಿದರು. bbox=[772, 1306, 932, 1368]
side-story-box bbox=[744, 364, 932, 806]
union-byline: ಹೊಸಪೇಟೆ ಟೈಮ್ಸ್ ನ್ಯೂಸ್ bbox=[651, 888, 717, 897]
industry-headline: ನ.12ರಂದು ಕೈಗಾರಿಕೆ ಮತ್ತು ವಾಣಿಜ್ಯ ಇಲಾಖೆಯಿಂದ ಜಾಗೃತಿ ಕಾರ್ಯಕ್ರಮ bbox=[27, 1134, 151, 1159]
union-bottom-rule bbox=[604, 1120, 932, 1122]
union-col1-text: ವಿಜಯನಗರ(ಹೊಸಪೇಟೆ): ಕರ್ನಾಟಕ ಕಾರ್ಯನಿರತ ಪತ್ರಕರ್ತರ ಸಂಘದ 2025-28 ನೇ ಸಾಲಿನ ಪದಾಧಿಕಾರಿಗಳ ಚುನಾವಣೆಯಲ್ಲಿ ವಿಜಯನಗರ ಜಿಲ್ಲಾ ಘಟಕದ ಅಧ್ಯಕ್ಷರಾಗಿ ಪಿ.ಸತ್ಯನಾರಾಯಣ ಅವರು ಅವಿರೋಧವಾಗಿ ಆಯ್ಕೆಯಾಗಿದ್ದಾರೆ. ಜಿಲ್ಲಾ ಪ್ರಧಾನ ಕಾರ್ಯದರ್ಶಿಯಾಗಿ ಕೆ.ಲಕ್ಷ್ಮಣ, ಜಿಲ್ಲಾ ಖಜಾಂಚಿಯಾಗಿ ವಿ.ಜಿ.ಪಾಲಿ, ರಾಜ್ಯ ಕಾರ್ಯಕಾರಿ ಸಮಿತಿ ಸದಸ್ಯರಾಗಿ ಕೆ.ಶಿವಕುಮಾರ ನಾಯಕ, ಜಿಲ್ಲಾ ಕಾರ್ಯದರ್ಶಿಗಳಾಗಿ ಕೆ.ಸುರೇಶ್ ಚವ್ಹಾಣ್, ಎಂ.ರವಿಕುಮಾರ್ ಅವಿರೋಧವಾಗಿ ಆಯ್ಕೆಯಾಗಿದ್ದಾರೆ. ಜಿಲ್ಲಾ ಉಪಾಧ್ಯಕ್ಷರ ಮೂರು ಸ್ಥಾನಗಳಿಗೆ ನಡೆದ ಚುನಾವಣೆಯಲ್ಲಿ ಸಿ.ಕೆ.ನಾಗರಾಜ್, ಡಿ.ಮಂಜುನಾಥ, ಟಿ.ಬಿ.ರಾಜು ಆಯ್ಕೆಯಾದರು. bbox=[606, 898, 762, 1001]
day-kannada: ಮಂಗಳವಾರ bbox=[897, 196, 932, 206]
dam-row: ಕಳೆದ ವರ್ಷ ನೀರಿನ ಸಂಗ್ರಹ : 101.38 ಟಿಎಂಸಿ bbox=[19, 434, 151, 441]
instagram-icon[interactable] bbox=[166, 93, 188, 115]
